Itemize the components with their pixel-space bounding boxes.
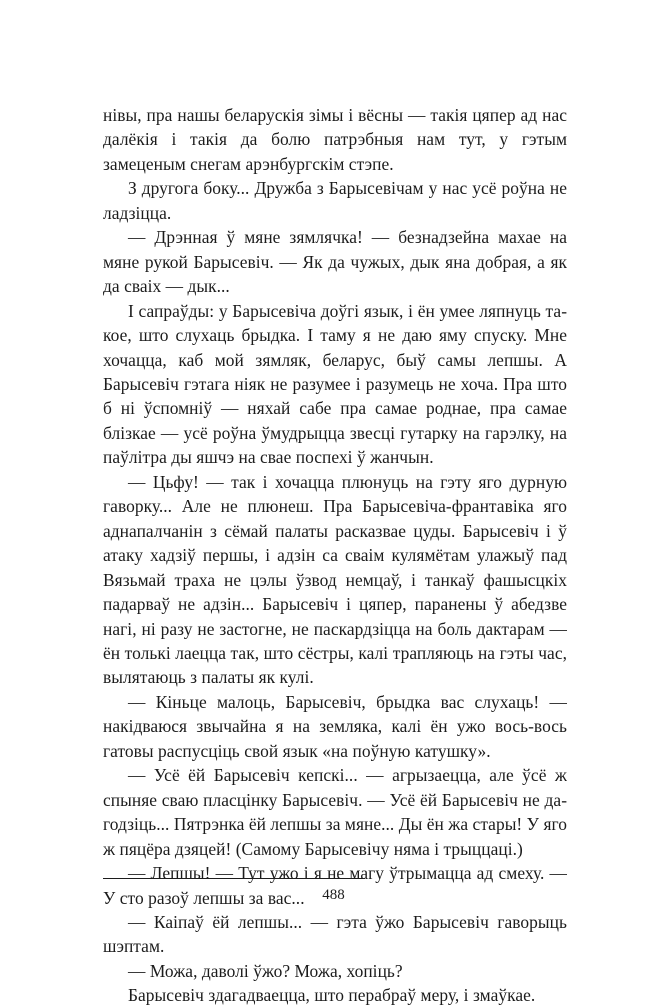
body-text <box>103 103 567 1008</box>
page-number: 488 <box>322 887 345 903</box>
paragraph: — Цьфу! — так і хочацца плюнуць на гэту яго дурную гаворку... Але не плюнеш. Пра Барысевіча-франтавіка яго аднапалчанін з сёмай палаты расказвае цуды. Барысевіч і ў атаку хадзіў першы, і адзін са сваім кулямётам улажыў пад Вязьмай траха не цэлы ўзвод немцаў, і танкаў фашысцкіх падарваў не адзін... Барысевіч і цяпер, паранены ў абедзве нагі, ні разу не застогне, не паскардзіцца на боль дактарам — ён толькі лаецца так, што сёстры, калі трапляюць на гэты час, вылятаюць з палаты як кулі. <box>103 471 567 688</box>
paragraph: Барысевіч здагадваецца, што перабраў меру, і змаўкае. <box>128 985 536 1006</box>
paragraph: — Усё ёй Барысевіч кепскі... — агрызаецца, але ўсё ж спыняе сваю пласцінку Барысевіч. — Усё ёй Барысевіч не дагодзіць... Пятрэнка ёй лепшы за мяне... Ды ён жа стары! У яго ж пяцёра дзяцей! (Самому Барысевічу няма і трыццаці.) <box>103 765 567 859</box>
paragraph: З другога боку... Дружба з Барысевічам у нас усё роўна не ладзіцца. <box>103 178 567 223</box>
paragraph: — Дрэнная ў мяне зямлячка! — безнадзейна махае на мяне рукой Барысевіч. — Як да чужых, дык яна добрая, а як да сваіх — дык... <box>103 227 567 297</box>
paragraph: — Каіпаў ёй лепшы... — гэта ўжо Барысевіч гаворыць шэптам. <box>103 911 567 957</box>
paragraph: I сапраўды: у Барысевіча доўгі язык, і ён умее ляпнуць такое, што слухаць брыдка. I таму я не даю яму спуску. Мне хочацца, каб мой зямляк, беларус, быў самы лепшы. А Барысевіч гэтага ніяк не разумее і разумець не хоча. Пра што б ні ўспомніў — няхай сабе пра самае роднае, пра самае блізкае — усё роўна ўмудрыцца звесці гутарку на гарэлку, на паўлітра ды яшчэ на свае поспехі ў жанчын. <box>103 300 567 468</box>
footer-divider <box>103 878 365 879</box>
paragraph: нівы, пра нашы беларускія зімы і вёсны — такія цяпер ад нас далёкія і такія да болю патрэбныя нам тут, у гэтым замеценым снегам арэнбургскім стэпе. <box>103 105 567 174</box>
paragraph: — Лепшы! — Тут ужо і я не магу ўтрымацца ад смеху. — У сто разоў лепшы за вас... <box>103 863 567 908</box>
paragraph: — Можа, даволі ўжо? Можа, хопіць? <box>128 960 403 981</box>
paragraph: — Кіньце малоць, Барысевіч, брыдка вас слухаць! — накідваюся звычайна я на земляка, калі ён ужо вось-вось гатовы распусціць свой язык «на поўную катушку». <box>103 691 567 761</box>
